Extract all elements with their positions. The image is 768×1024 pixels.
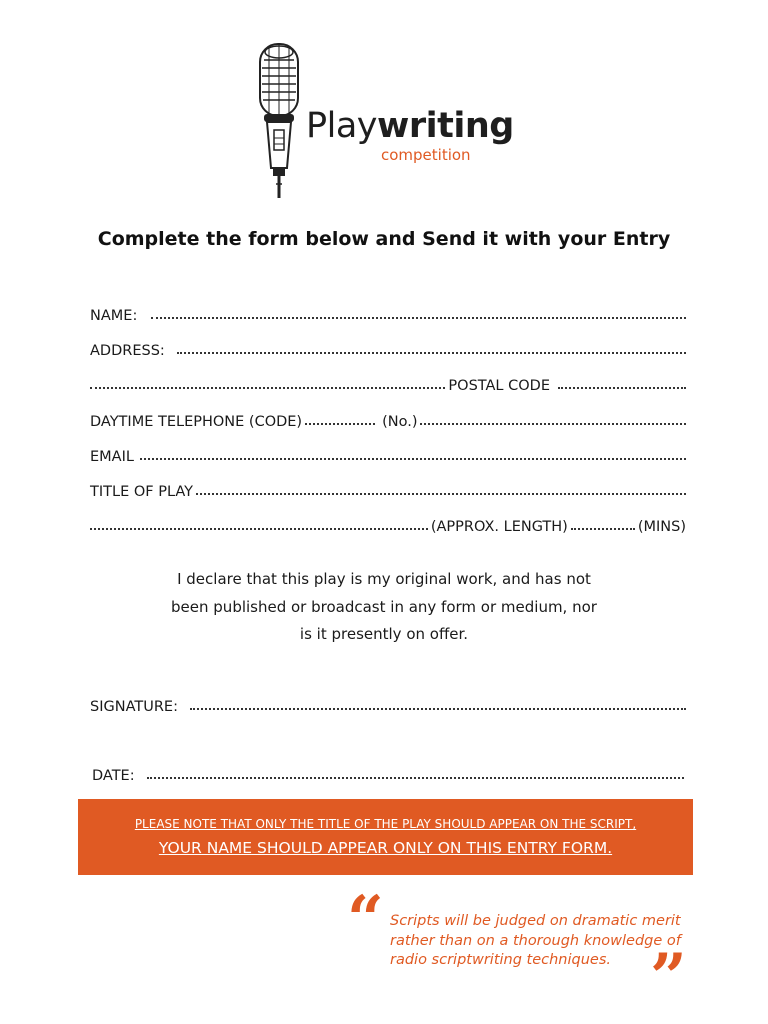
telephone-no-line[interactable] [420,423,686,425]
quote-line: radio scriptwriting techniques. [390,952,611,968]
title-field[interactable] [90,478,686,500]
signature-line[interactable] [190,708,686,710]
judging-quote [390,912,740,971]
competition-logo [250,38,530,198]
declaration-line: is it presently on offer. [299,625,469,643]
declaration-line: I declare that this play is my original work, and has not [177,570,591,588]
name-line[interactable] [151,317,686,319]
length-label: (APPROX. LENGTH) [430,519,568,535]
quote-line: Scripts will be judged on dramatic merit [390,913,681,929]
length-line[interactable] [571,528,635,530]
notice-banner [78,799,693,875]
signature-label: SIGNATURE: [90,699,178,715]
notice-line-2: YOUR NAME SHOULD APPEAR ONLY ON THIS ENTRY FORM. [158,839,613,857]
title-length-field[interactable] [90,513,686,535]
declaration-line: been published or broadcast in any form or medium, nor [171,597,597,616]
address-line[interactable] [177,352,686,354]
title-label: TITLE OF PLAY [90,484,194,500]
notice-line-1: PLEASE NOTE THAT ONLY THE TITLE OF THE PLAY SHOULD APPEAR ON THE SCRIPT, [134,817,637,831]
brand-title-bold: writing [377,106,514,146]
address-field[interactable] [90,337,686,359]
brand-title [306,106,514,146]
name-label: NAME: [90,308,138,324]
close-quote-icon: ” [650,940,687,1015]
address-postal-field[interactable] [90,372,686,394]
email-field[interactable] [90,443,686,465]
quote-line: rather than on a thorough knowledge of [390,932,681,949]
brand-title-light: Play [306,106,377,146]
signature-field[interactable] [90,693,686,715]
telephone-label: DAYTIME TELEPHONE (CODE) [90,414,303,430]
microphone-icon [250,38,312,198]
email-line[interactable] [140,458,686,460]
email-label: EMAIL [90,449,134,465]
form-heading: Complete the form below and Send it with your Entry [97,228,671,250]
postal-code-line[interactable] [558,387,686,389]
telephone-no-label: (No.) [382,414,418,430]
date-field[interactable] [92,762,684,784]
telephone-field[interactable] [90,408,686,430]
address-label: ADDRESS: [90,343,165,359]
mins-label: (MINS) [637,519,686,535]
address-line-2[interactable] [90,387,445,389]
date-label: DATE: [92,768,135,784]
title-line-2[interactable] [90,528,428,530]
open-quote-icon: “ [347,882,384,957]
name-field[interactable] [90,302,686,324]
title-line[interactable] [196,493,686,495]
brand-subtitle: competition [381,146,471,164]
postal-code-label: POSTAL CODE [448,378,550,394]
declaration-text [0,566,768,649]
telephone-code-line[interactable] [305,423,375,425]
date-line[interactable] [147,777,684,779]
